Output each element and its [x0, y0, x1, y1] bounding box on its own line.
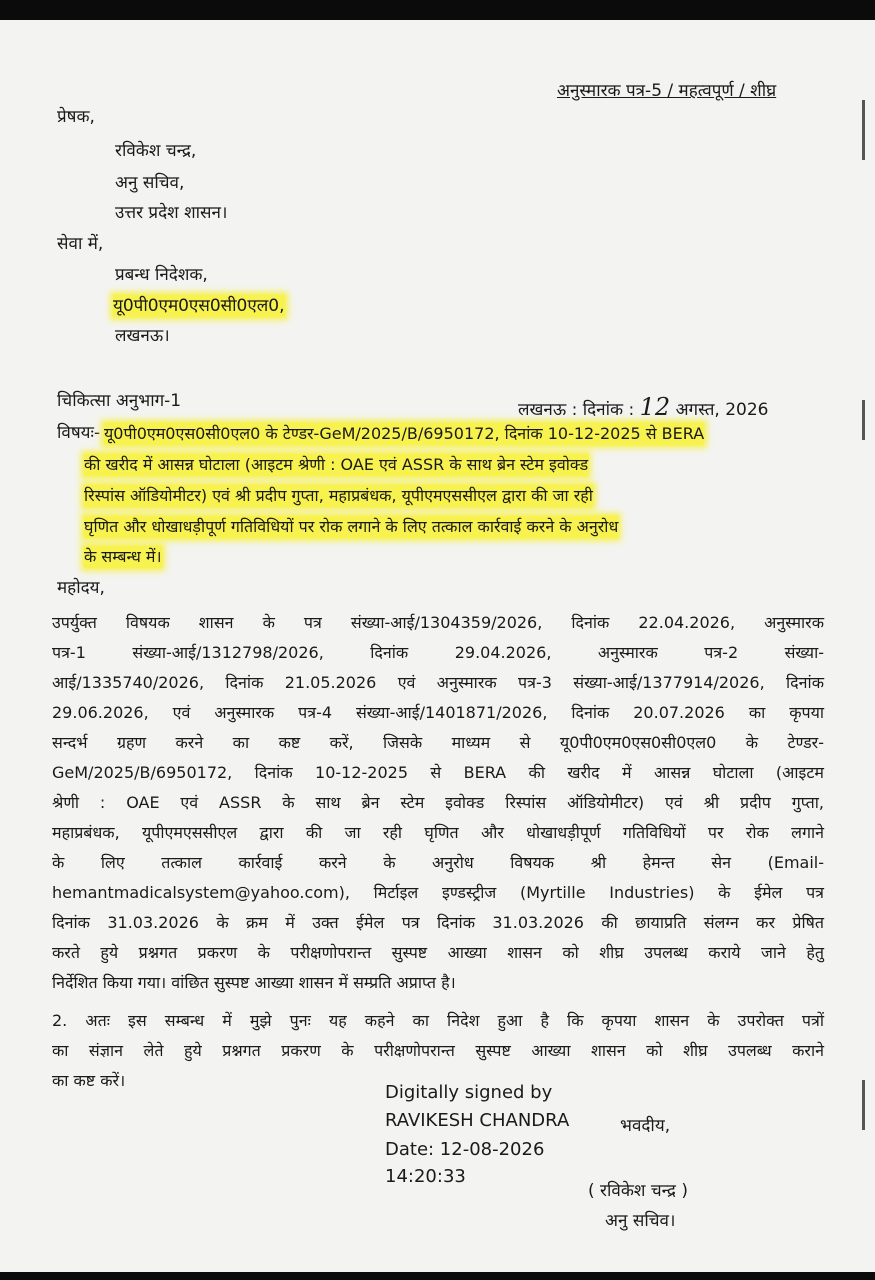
recipient-designation: प्रबन्ध निदेशक,: [115, 265, 208, 285]
sender-designation: अनु सचिव,: [115, 173, 185, 193]
sender-name: रविकेश चन्द्र,: [115, 141, 197, 161]
signature-name: RAVIKESH CHANDRA: [385, 1110, 570, 1131]
body-line: 2. अतः इस सम्बन्ध में मुझे पुनः यह कहने का निदेश हुआ है कि कृपया शासन के उपरोक्त पत्रों: [52, 1011, 824, 1030]
body-line: श्रेणी : OAE एवं ASSR के साथ ब्रेन स्टेम इवोक्ड रिस्पांस ऑडियोमीटर) एवं श्री प्रदीप गुप्ता,: [52, 793, 824, 812]
body-line: के लिए तत्काल कार्रवाई करने के अनुरोध विषयक श्री हेमन्त सेन (Email-: [52, 853, 824, 872]
body-line: दिनांक 31.03.2026 के क्रम में उक्त ईमेल पत्र दिनांक 31.03.2026 की छायाप्रति संलग्न कर प्रेषित: [52, 913, 824, 932]
page-edge-mark: [862, 400, 865, 440]
recipient-city: लखनऊ।: [115, 326, 170, 346]
body-line: का कष्ट करें।: [52, 1071, 126, 1090]
body-line: GeM/2025/B/6950172, दिनांक 10-12-2025 से BERA की खरीद में आसन्न घोटाला (आइटम: [52, 763, 824, 782]
body-line: करते हुये प्रश्नगत प्रकरण के परीक्षणोपरान्त सुस्पष्ट आख्या शासन को शीघ्र उपलब्ध कराये जाने हेतु: [52, 943, 824, 962]
salutation: महोदय,: [57, 578, 105, 598]
subject-line: के सम्बन्ध में।: [84, 547, 162, 566]
recipient-org: यू0पी0एम0एस0सी0एल0,: [113, 296, 285, 316]
sender-label: प्रेषक,: [57, 107, 95, 127]
body-line: hemantmadicalsystem@yahoo.com), मिर्टाइल इण्डस्ट्रीज (Myrtille Industries) के ईमेल पत्र: [52, 883, 824, 902]
body-line: सन्दर्भ ग्रहण करने का कष्ट करें, जिसके माध्यम से यू0पी0एम0एस0सी0एल0 के टेण्डर-: [52, 733, 824, 752]
subject-line: रिस्पांस ऑडियोमीटर) एवं श्री प्रदीप गुप्ता, महाप्रबंधक, यूपीएमएससीएल द्वारा की जा रही: [84, 486, 593, 505]
closing-name: ( रविकेश चन्द्र ): [588, 1181, 688, 1201]
subject-line: यू0पी0एम0एस0सी0एल0 के टेण्डर-GeM/2025/B/6950172, दिनांक 10-12-2025 से BERA: [104, 424, 705, 443]
signature-line: Digitally signed by: [385, 1082, 553, 1103]
closing-regards: भवदीय,: [620, 1116, 671, 1136]
subject-line: की खरीद में आसन्न घोटाला (आइटम श्रेणी : OAE एवं ASSR के साथ ब्रेन स्टेम इवोक्ड: [84, 455, 589, 474]
date-prefix: लखनऊ : दिनांक :: [518, 400, 635, 420]
subject-line: घृणित और धोखाधड़ीपूर्ण गतिविधियों पर रोक लगाने के लिए तत्काल कार्रवाई करने के अनुरोध: [84, 517, 619, 536]
page-edge-mark: [862, 1080, 865, 1130]
signature-date: Date: 12-08-2026: [385, 1139, 545, 1160]
body-line: निर्देशित किया गया। वांछित सुस्पष्ट आख्या शासन में सम्प्रति अप्राप्त है।: [52, 973, 456, 992]
date-line: [518, 393, 769, 421]
closing-designation: अनु सचिव।: [605, 1211, 676, 1231]
sender-office: उत्तर प्रदेश शासन।: [115, 203, 228, 223]
reference-line: अनुस्मारक पत्र-5 / महत्वपूर्ण / शीघ्र: [557, 81, 777, 101]
body-line: महाप्रबंधक, यूपीएमएससीएल द्वारा की जा रही घृणित और धोखाधड़ीपूर्ण गतिविधियों पर रोक लगाने: [52, 823, 824, 842]
recipient-label: सेवा में,: [57, 234, 104, 254]
letter-page: [0, 20, 875, 1272]
page-edge-mark: [862, 100, 865, 160]
signature-time: 14:20:33: [385, 1166, 466, 1187]
body-line: 29.06.2026, एवं अनुस्मारक पत्र-4 संख्या-आई/1401871/2026, दिनांक 20.07.2026 का कृपया: [52, 703, 824, 722]
handwritten-day: 12: [639, 393, 671, 421]
body-line: आई/1335740/2026, दिनांक 21.05.2026 एवं अनुस्मारक पत्र-3 संख्या-आई/1377914/2026, दिनांक: [52, 673, 824, 692]
body-line: का संज्ञान लेते हुये प्रश्नगत प्रकरण के परीक्षणोपरान्त सुस्पष्ट आख्या शासन को शीघ्र उपलब्ध कराने: [52, 1041, 824, 1060]
top-black-bar: [0, 0, 875, 20]
bottom-black-bar: [0, 1272, 875, 1280]
body-line: उपर्युक्त विषयक शासन के पत्र संख्या-आई/1304359/2026, दिनांक 22.04.2026, अनुस्मारक: [52, 613, 824, 632]
date-suffix: अगस्त, 2026: [675, 400, 769, 420]
body-line: पत्र-1 संख्या-आई/1312798/2026, दिनांक 29.04.2026, अनुस्मारक पत्र-2 संख्या-: [52, 643, 824, 662]
section-name: चिकित्सा अनुभाग-1: [57, 391, 182, 411]
subject-label: विषयः-: [57, 423, 101, 443]
